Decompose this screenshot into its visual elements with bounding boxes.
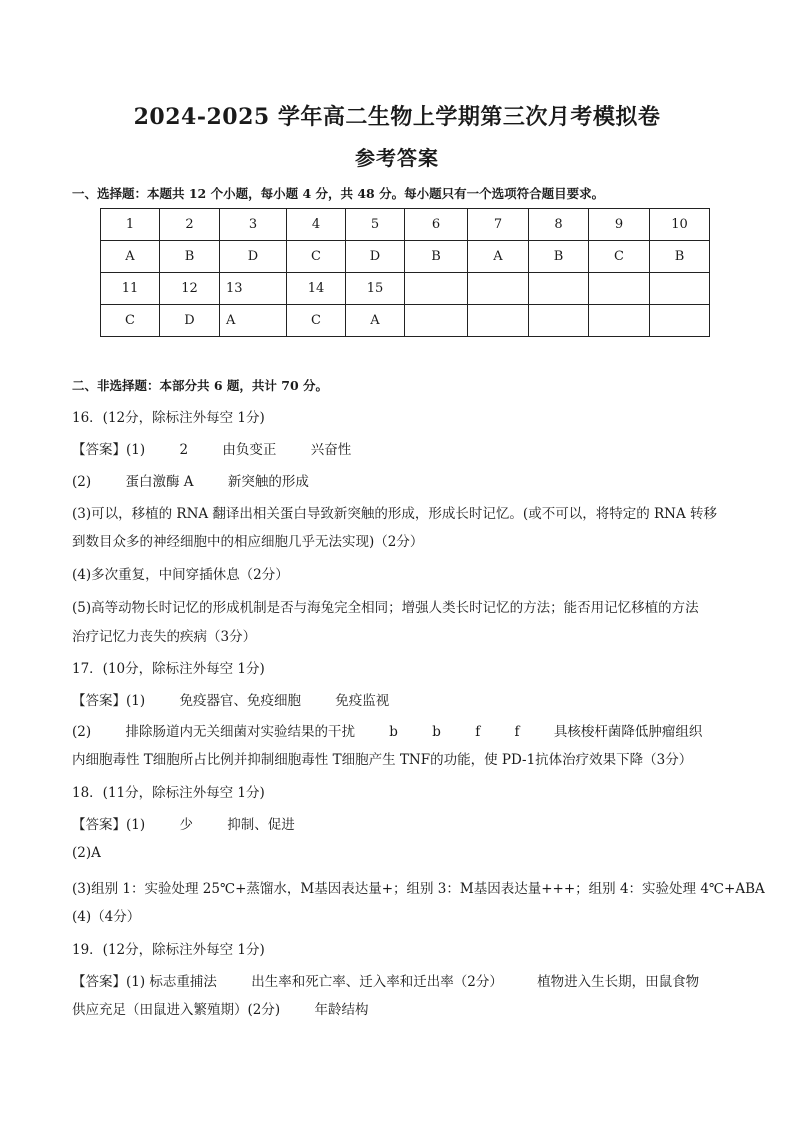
answer-line: (2)A (72, 845, 101, 861)
answer-cell (589, 305, 650, 337)
answer-cell: A (346, 305, 405, 337)
answer-cell: B (405, 241, 468, 273)
answer-line: 【答案】(1) 标志重捕法 出生率和死亡率、迁入率和迁出率（2分） 植物进入生长期，田鼠食物 (72, 974, 700, 990)
answer-line: (4)多次重复，中间穿插休息（2分） (72, 567, 289, 583)
answer-cell (405, 305, 468, 337)
answer-line: 18．(11分，除标注外每空 1分) (72, 785, 265, 801)
answer-line: (3)可以，移植的 RNA 翻译出相关蛋白导致新突触的形成，形成长时记忆。(或不可以，将特定的 RNA 转移 (72, 506, 718, 522)
answer-cell: 5 (346, 209, 405, 241)
answer-line: 17．(10分，除标注外每空 1分) (72, 661, 265, 677)
answer-cell (650, 273, 710, 305)
answer-cell: 7 (468, 209, 529, 241)
answer-table (100, 208, 710, 337)
answer-cell: A (101, 241, 160, 273)
answer-cell: C (101, 305, 160, 337)
answer-line: (2) 蛋白激酶 A 新突触的形成 (72, 474, 309, 490)
answer-line: 19．(12分，除标注外每空 1分) (72, 942, 265, 958)
answer-table-row (101, 305, 710, 337)
answer-cell (529, 273, 589, 305)
answer-cell (468, 273, 529, 305)
answer-cell: A (220, 305, 287, 337)
answer-cell (468, 305, 529, 337)
answer-cell: D (220, 241, 287, 273)
answer-cell: 2 (160, 209, 220, 241)
answer-table-row (101, 273, 710, 305)
answer-line: 到数目众多的神经细胞中的相应细胞几乎无法实现)（2分） (72, 534, 424, 550)
answer-line: (3)组别 1：实验处理 25℃+蒸馏水，M基因表达量+；组别 3：M基因表达量+++；组别 4：实验处理 4℃+ABA (72, 881, 765, 897)
answer-cell: 11 (101, 273, 160, 305)
answer-cell: B (529, 241, 589, 273)
answer-line: (5)高等动物长时记忆的形成机制是否与海兔完全相同；增强人类长时记忆的方法；能否用记忆移植的方法 (72, 600, 699, 616)
answer-cell: 6 (405, 209, 468, 241)
answer-cell: B (650, 241, 710, 273)
answer-line: 治疗记忆力丧失的疾病（3分） (72, 629, 257, 645)
section1-heading: 一、选择题：本题共 12 个小题，每小题 4 分，共 48 分。每小题只有一个选项符合题目要求。 (72, 186, 605, 201)
answer-cell: 8 (529, 209, 589, 241)
answer-cell: C (589, 241, 650, 273)
section2-heading: 二、非选择题：本部分共 6 题，共计 70 分。 (72, 378, 329, 393)
answer-line: 16．(12分，除标注外每空 1分) (72, 410, 265, 426)
page-subtitle: 参考答案 (355, 146, 439, 170)
answer-table-row (101, 209, 710, 241)
answer-line: 供应充足（田鼠进入繁殖期）(2分) 年龄结构 (72, 1002, 369, 1018)
answer-line: (4)（4分） (72, 909, 141, 925)
page-title: 2024-2025 学年高二生物上学期第三次月考模拟卷 (133, 104, 661, 130)
answer-cell: 1 (101, 209, 160, 241)
answer-cell: 13 (220, 273, 287, 305)
answer-cell: C (287, 305, 346, 337)
answer-cell (405, 273, 468, 305)
answer-cell: 14 (287, 273, 346, 305)
answer-cell: B (160, 241, 220, 273)
answer-line: (2) 排除肠道内无关细菌对实验结果的干扰 b b f f 具核梭杆菌降低肿瘤组织 (72, 724, 703, 740)
answer-cell: D (160, 305, 220, 337)
answer-cell: C (287, 241, 346, 273)
answer-cell: D (346, 241, 405, 273)
answer-line: 【答案】(1) 免疫器官、免疫细胞 免疫监视 (72, 693, 390, 709)
answer-cell (589, 273, 650, 305)
answer-cell: 3 (220, 209, 287, 241)
answer-line: 内细胞毒性 T细胞所占比例并抑制细胞毒性 T细胞产生 TNF的功能，使 PD-1抗体治疗效果下降（3分） (72, 752, 693, 768)
answer-cell: A (468, 241, 529, 273)
answer-cell (650, 305, 710, 337)
answer-line: 【答案】(1) 2 由负变正 兴奋性 (72, 442, 352, 458)
answer-cell: 12 (160, 273, 220, 305)
answer-table-row (101, 241, 710, 273)
answer-cell: 10 (650, 209, 710, 241)
answer-cell: 4 (287, 209, 346, 241)
answer-line: 【答案】(1) 少 抑制、促进 (72, 817, 295, 833)
answer-cell: 9 (589, 209, 650, 241)
answer-cell (529, 305, 589, 337)
answer-cell: 15 (346, 273, 405, 305)
